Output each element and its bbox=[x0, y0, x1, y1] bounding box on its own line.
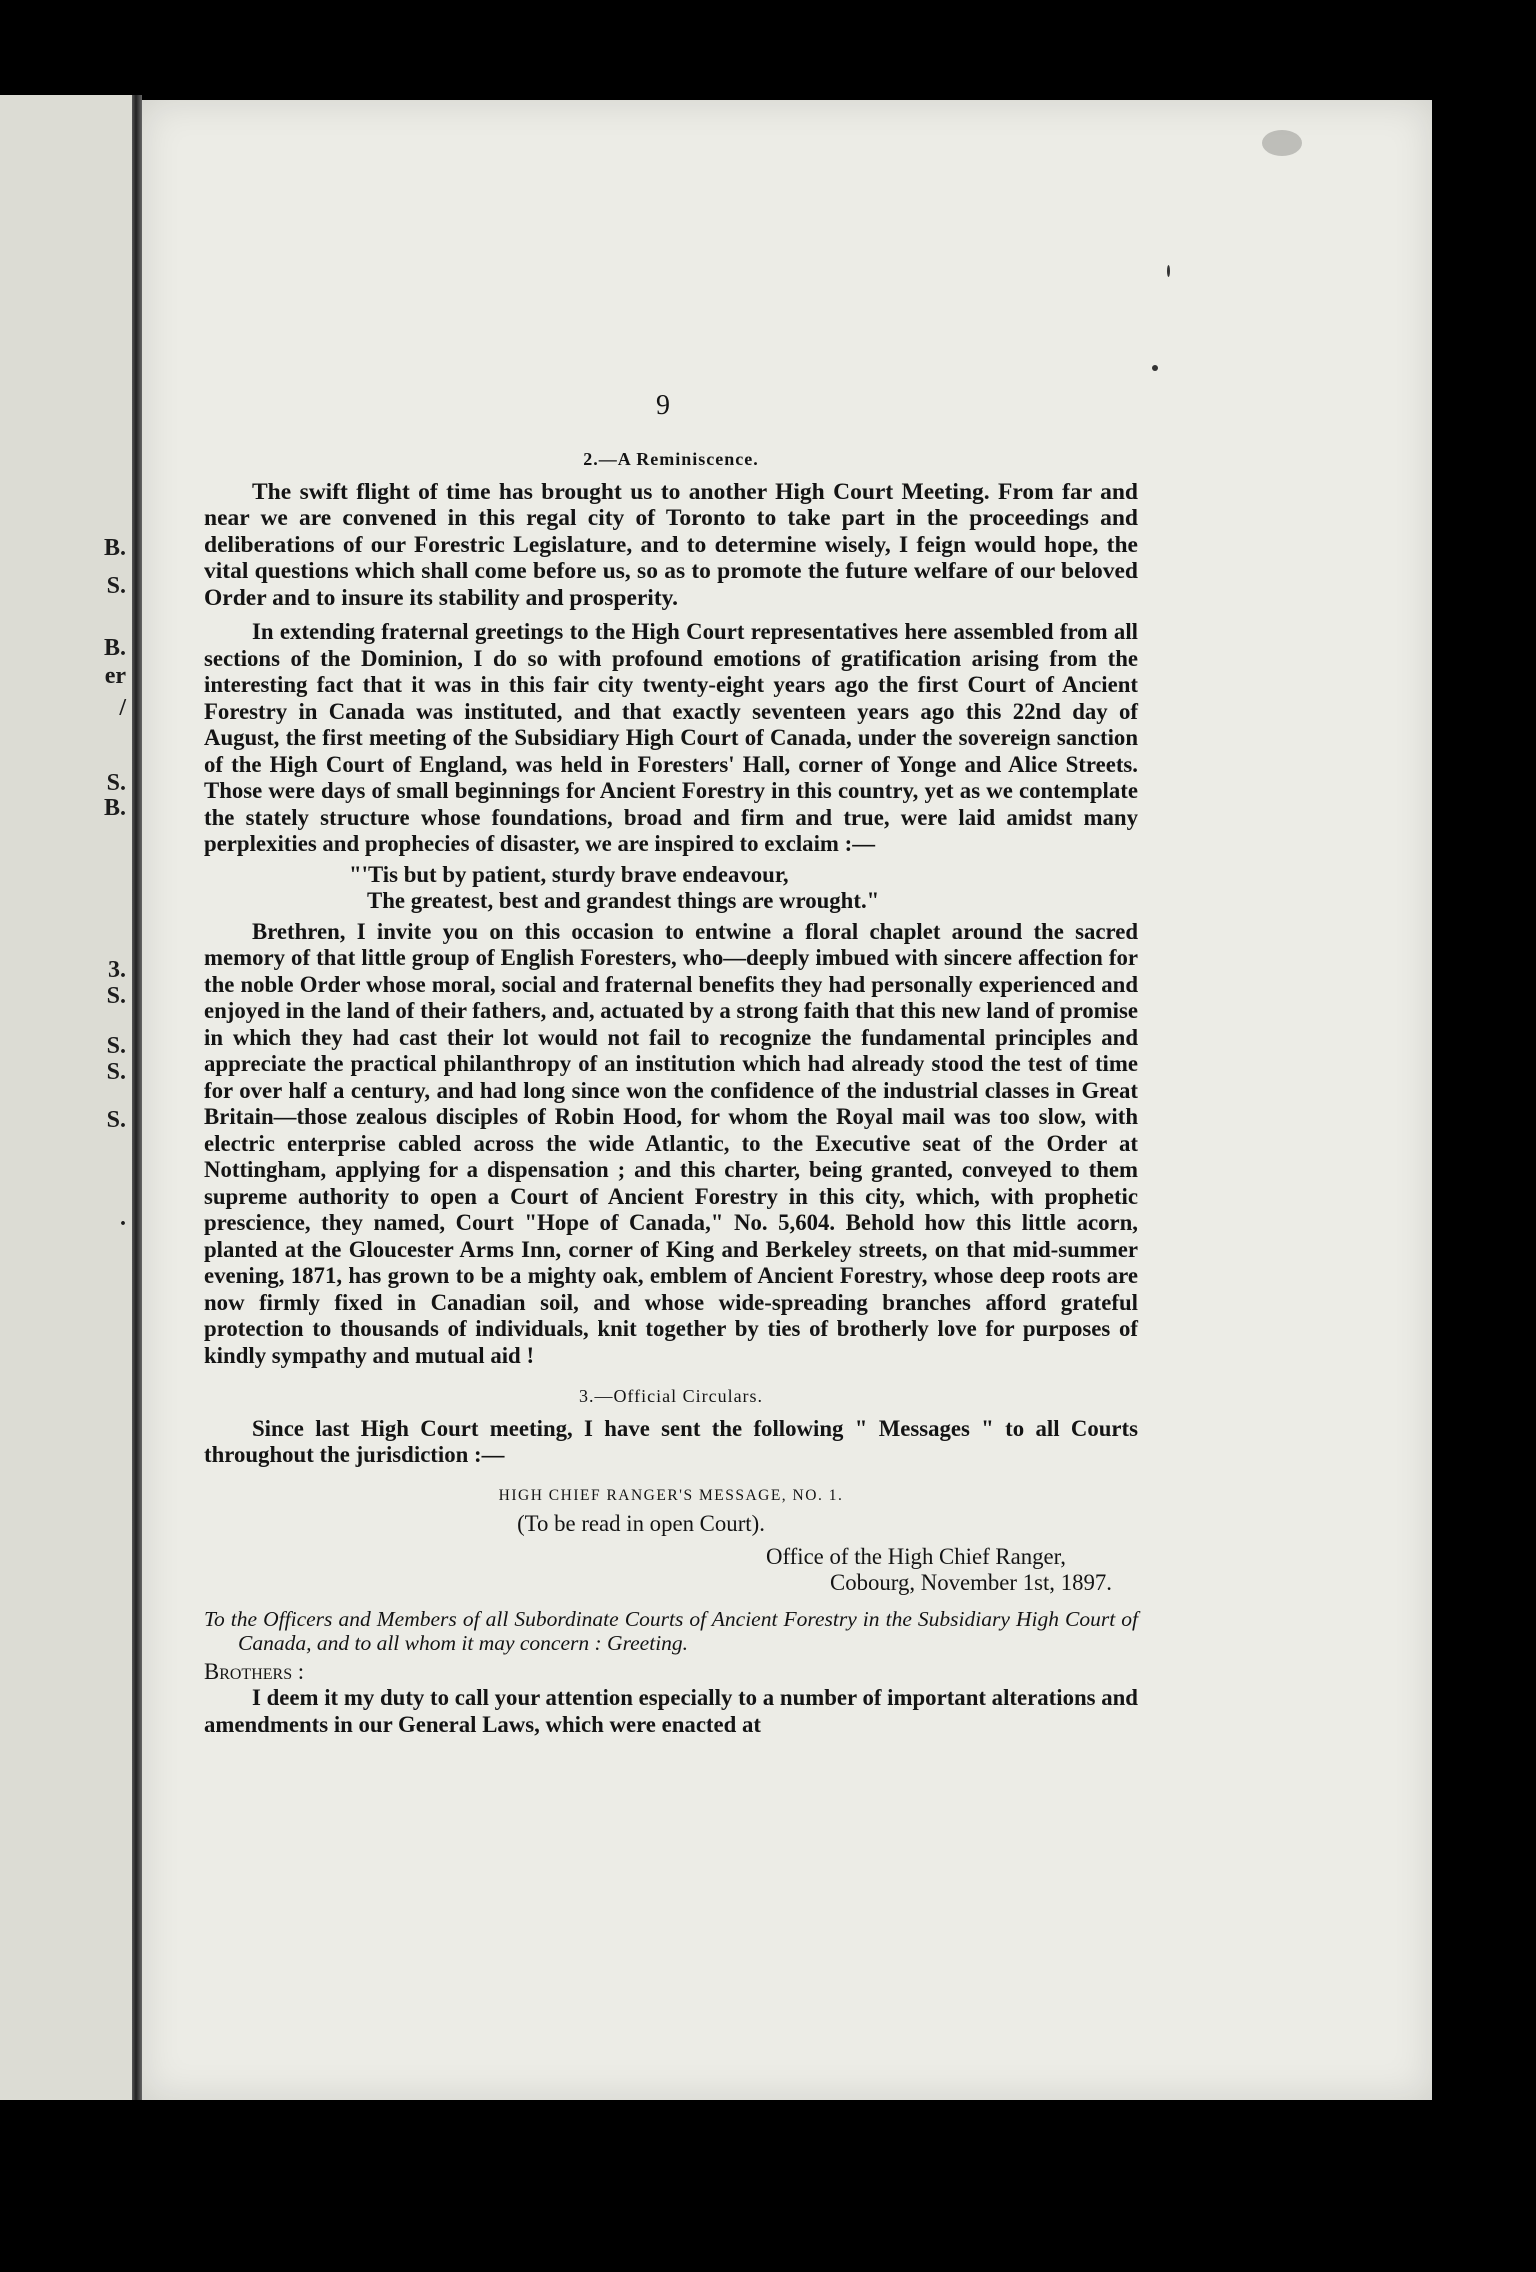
margin-fragment: S. bbox=[106, 1059, 126, 1085]
margin-fragment: er bbox=[104, 663, 126, 689]
quote-line: "'Tis but by patient, sturdy brave endeavour, bbox=[349, 861, 789, 887]
address-line: To the Officers and Members of all Subordinate Courts of Ancient Forestry in the Subsidiary High Court of Canada, and to all whom it may concern : Greeting. bbox=[204, 1606, 1138, 1655]
margin-fragment: S. bbox=[106, 1033, 126, 1059]
paragraph: The swift flight of time has brought us to another High Court Meeting. From far and near we are convened in this regal city of Toronto to take part in the proceedings and deliberations of our Forestric Legislature, and to determine wisely, I feign would hope, the vital questions which shall come before us, so as to promote the future welfare of our beloved Order and to insure its stability and prosperity. bbox=[204, 478, 1138, 611]
speck-mark bbox=[1167, 265, 1170, 277]
date-line: Cobourg, November 1st, 1897. bbox=[830, 1570, 1112, 1595]
speck-mark bbox=[1152, 365, 1158, 371]
office-line: Office of the High Chief Ranger, bbox=[766, 1543, 1066, 1569]
margin-fragment: S. bbox=[106, 770, 126, 796]
margin-fragment: . bbox=[120, 1205, 126, 1231]
page-content bbox=[204, 446, 1138, 1738]
message-subtitle: (To be read in open Court). bbox=[517, 1511, 765, 1536]
adjacent-page-margin bbox=[0, 95, 132, 2100]
margin-fragment: B. bbox=[103, 535, 126, 561]
margin-fragment: S. bbox=[106, 1107, 126, 1133]
margin-fragment: S. bbox=[106, 573, 126, 599]
salutation: Brothers : bbox=[204, 1658, 305, 1684]
verse-quote bbox=[204, 862, 1138, 915]
paragraph: Brethren, I invite you on this occasion to entwine a floral chaplet around the sacred memory of that little group of English Foresters, who—deeply imbued with sincere affection for the noble Order whose moral, social and fraternal benefits they had personally experienced and enjoyed in the land of their fathers, and, actuated by a strong faith that this new land of promise in which they had cast their lot would not fail to recognize the fundamental principles and appreciate the practical philanthropy of an institution which had already stood the test of time for over half a century, and had long since won the confidence of the industrial classes in Great Britain—those zealous disciples of Robin Hood, for whom the Royal mail was too slow, with electric enterprise cabled across the wide Atlantic, to the Executive seat of the Order at Nottingham, applying for a dispensation ; and this charter, being granted, conveyed to them supreme authority to open a Court of Ancient Forestry in this city, which, with prophetic prescience, they named, Court "Hope of Canada," No. 5,604. Behold how this little acorn, planted at the Gloucester Arms Inn, corner of King and Berkeley streets, on that mid-summer evening, 1871, has grown to be a mighty oak, emblem of Ancient Forestry, whose deep roots are now firmly fixed in Canadian soil, and whose wide-spreading branches afford grateful protection to thousands of individuals, knit together by ties of brotherly love for purposes of kindly sympathy and mutual aid ! bbox=[204, 918, 1138, 1368]
page-gutter bbox=[132, 95, 142, 2100]
paragraph: Since last High Court meeting, I have sent the following " Messages " to all Courts throughout the jurisdiction :— bbox=[204, 1415, 1138, 1467]
paragraph: I deem it my duty to call your attention especially to a number of important alterations and amendments in our General Laws, which were enacted at bbox=[204, 1685, 1138, 1737]
margin-fragment: B. bbox=[103, 635, 126, 661]
margin-fragment: S. bbox=[106, 983, 126, 1009]
quote-line: The greatest, best and grandest things are wrought." bbox=[367, 888, 880, 913]
section-heading-circulars: 3.—Official Circulars. bbox=[578, 1386, 764, 1406]
page-number: 9 bbox=[656, 390, 670, 421]
message-title: HIGH CHIEF RANGER'S MESSAGE, NO. 1. bbox=[498, 1486, 844, 1504]
margin-fragment: 3. bbox=[108, 957, 126, 983]
margin-fragment: / bbox=[119, 695, 126, 721]
section-heading-reminiscence: 2.—A Reminiscence. bbox=[583, 449, 759, 469]
paragraph: In extending fraternal greetings to the High Court representatives here assembled from all sections of the Dominion, I do so with profound emotions of gratification arising from the interesting fact that it was in this fair city twenty-eight years ago the first Court of Ancient Forestry in Canada was instituted, and that exactly seventeen years ago this 22nd day of August, the first meeting of the Subsidiary High Court of Canada, under the sovereign sanction of the High Court of England, was held in Foresters' Hall, corner of Yonge and Alice Streets. Those were days of small beginnings for Ancient Forestry in this country, yet as we contemplate the stately structure whose foundations, broad and firm and true, were laid amidst many perplexities and prophecies of disaster, we are inspired to exclaim :— bbox=[204, 619, 1138, 856]
stain-mark bbox=[1262, 130, 1302, 156]
margin-fragment: B. bbox=[103, 795, 126, 821]
